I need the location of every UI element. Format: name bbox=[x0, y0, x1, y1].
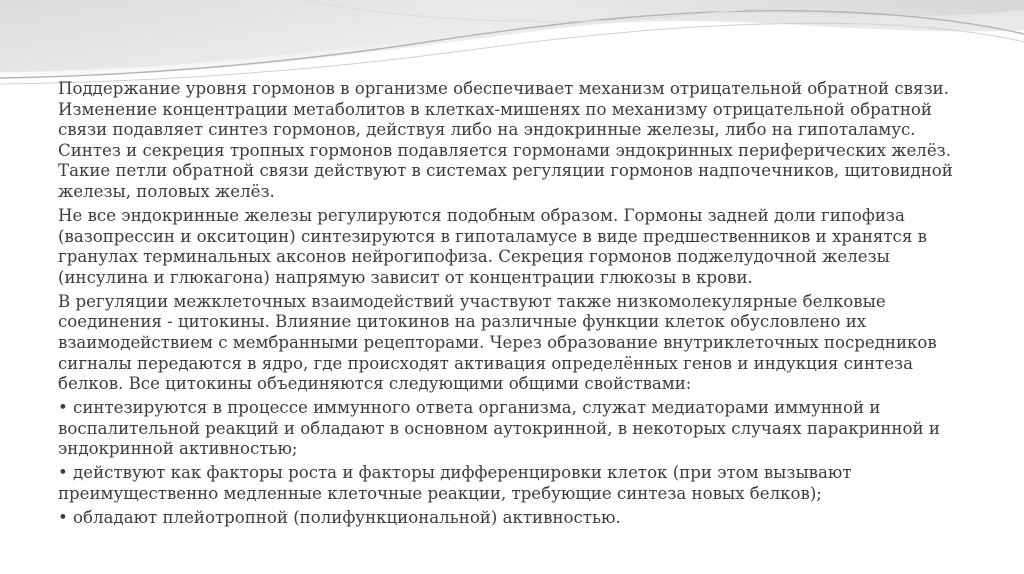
slide-body-text bbox=[58, 79, 970, 532]
paragraph-non-feedback-glands: Не все эндокринные железы регулируются подобным образом. Гормоны задней доли гипофиза (вазопрессин и окситоцин) синтезируются в гипоталамусе в виде предшественников и хранятся в гранулах терминальных аксонов нейрогипофиза. Секреция гормонов поджелудочной железы (инсулина и глюкагона) напрямую зависит от концентрации глюкозы в крови. bbox=[58, 205, 927, 287]
bullet-pleiotropic: • обладают плейотропной (полифункциональной) активностью. bbox=[58, 507, 621, 527]
paragraph-cytokines: В регуляции межклеточных взаимодействий участвуют также низкомолекулярные белковые соединения - цитокины. Влияние цитокинов на различные функции клеток обусловлено их взаимодействием с мембранными рецепторами. Через образование внутриклеточных посредников сигналы передаются в ядро, где происходят активация определённых генов и индукция синтеза белков. Все цитокины объединяются следующими общими свойствами: bbox=[58, 291, 937, 394]
paragraph-feedback-regulation: Поддержание уровня гормонов в организме обеспечивает механизм отрицательной обратной связи. Изменение концентрации метаболитов в клетках-мишенях по механизму отрицательной обратной связи подавляет синтез гормонов, действуя либо на эндокринные железы, либо на гипоталамус. Синтез и секреция тропных гормонов подавляется гормонами эндокринных периферических желёз. Такие петли обратной связи действуют в системах регуляции гормонов надпочечников, щитовидной железы, половых желёз. bbox=[58, 79, 953, 201]
bullet-growth-factors: • действуют как факторы роста и факторы дифференцировки клеток (при этом вызывают преимущественно медленные клеточные реакции, требующие синтеза новых белков); bbox=[58, 463, 852, 503]
bullet-immune-response: • синтезируются в процессе иммунного ответа организма, служат медиаторами иммунной и воспалительной реакций и обладают в основном аутокринной, в некоторых случаях паракринной и эндокринной активностью; bbox=[58, 398, 940, 459]
